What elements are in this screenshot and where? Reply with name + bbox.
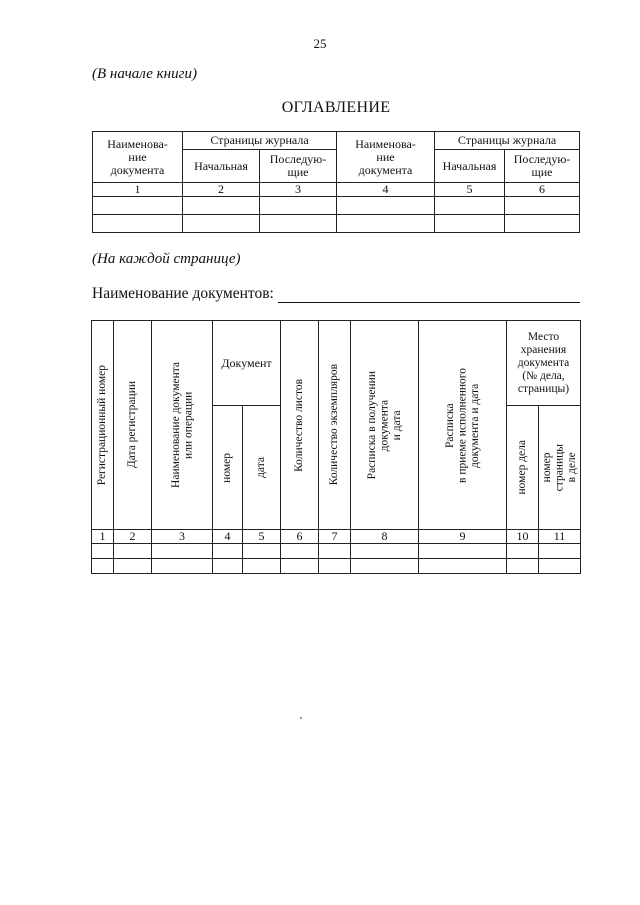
each-page-note: (На каждой странице)	[92, 251, 241, 267]
doc-name-line	[92, 285, 580, 303]
reg-col-number: 1	[92, 530, 114, 544]
storage-place-header: Место хранения документа (№ дела, страницы)	[507, 321, 581, 406]
reg-col-number: 9	[419, 530, 507, 544]
book-start-note: (В начале книги)	[92, 66, 197, 82]
reg-col-number: 8	[351, 530, 419, 544]
doc-name-blank-line	[278, 288, 580, 303]
case-number-header: номер дела	[516, 440, 529, 495]
sheets-count-header: Количество листов	[293, 378, 306, 472]
table-row	[93, 215, 580, 233]
toc-doc-name-header: Наименова- ние документа	[93, 132, 183, 183]
doc-name-label: Наименование документов:	[92, 285, 274, 302]
toc-col-number: 1	[93, 183, 183, 197]
reg-date-header: Дата регистрации	[126, 381, 139, 469]
toc-col-number: 2	[183, 183, 260, 197]
scan-speck	[300, 717, 302, 719]
toc-subsequent-header-2: Последую- щие	[505, 150, 580, 183]
table-row	[92, 544, 581, 559]
reg-col-number: 11	[539, 530, 581, 544]
toc-pages-header: Страницы журнала	[183, 132, 337, 150]
doc-or-operation-header: Наименование документа или операции	[169, 362, 194, 488]
toc-pages-header-2: Страницы журнала	[435, 132, 580, 150]
toc-subsequent-header: Последую- щие	[260, 150, 337, 183]
reg-col-number: 6	[281, 530, 319, 544]
toc-table	[92, 131, 580, 233]
toc-title: ОГЛАВЛЕНИЕ	[281, 99, 391, 116]
reg-col-number: 10	[507, 530, 539, 544]
toc-col-number: 4	[337, 183, 435, 197]
doc-date-header: дата	[255, 457, 268, 478]
toc-col-number: 5	[435, 183, 505, 197]
page-number: 25	[313, 36, 327, 51]
copies-count-header: Количество экземпляров	[328, 364, 341, 486]
registration-table	[91, 320, 581, 574]
toc-col-number: 3	[260, 183, 337, 197]
toc-col-number: 6	[505, 183, 580, 197]
reg-col-number: 2	[114, 530, 152, 544]
doc-number-header: номер	[221, 452, 234, 483]
document-header: Документ	[213, 321, 281, 406]
reg-col-number: 5	[243, 530, 281, 544]
reg-number-header: Регистрационный номер	[96, 364, 109, 486]
toc-initial-header: Начальная	[183, 150, 260, 183]
page-in-case-header: номер страницы в деле	[540, 443, 578, 492]
reg-col-number: 7	[319, 530, 351, 544]
receipt-acceptance-header: Расписка в приеме исполненного документа и дата	[443, 367, 481, 483]
toc-initial-header-2: Начальная	[435, 150, 505, 183]
reg-col-number: 3	[152, 530, 213, 544]
table-row	[93, 197, 580, 215]
table-row	[92, 559, 581, 574]
receipt-receiving-header: Расписка в получении документа и дата	[365, 370, 403, 480]
toc-doc-name-header-2: Наименова- ние документа	[337, 132, 435, 183]
reg-col-number: 4	[213, 530, 243, 544]
